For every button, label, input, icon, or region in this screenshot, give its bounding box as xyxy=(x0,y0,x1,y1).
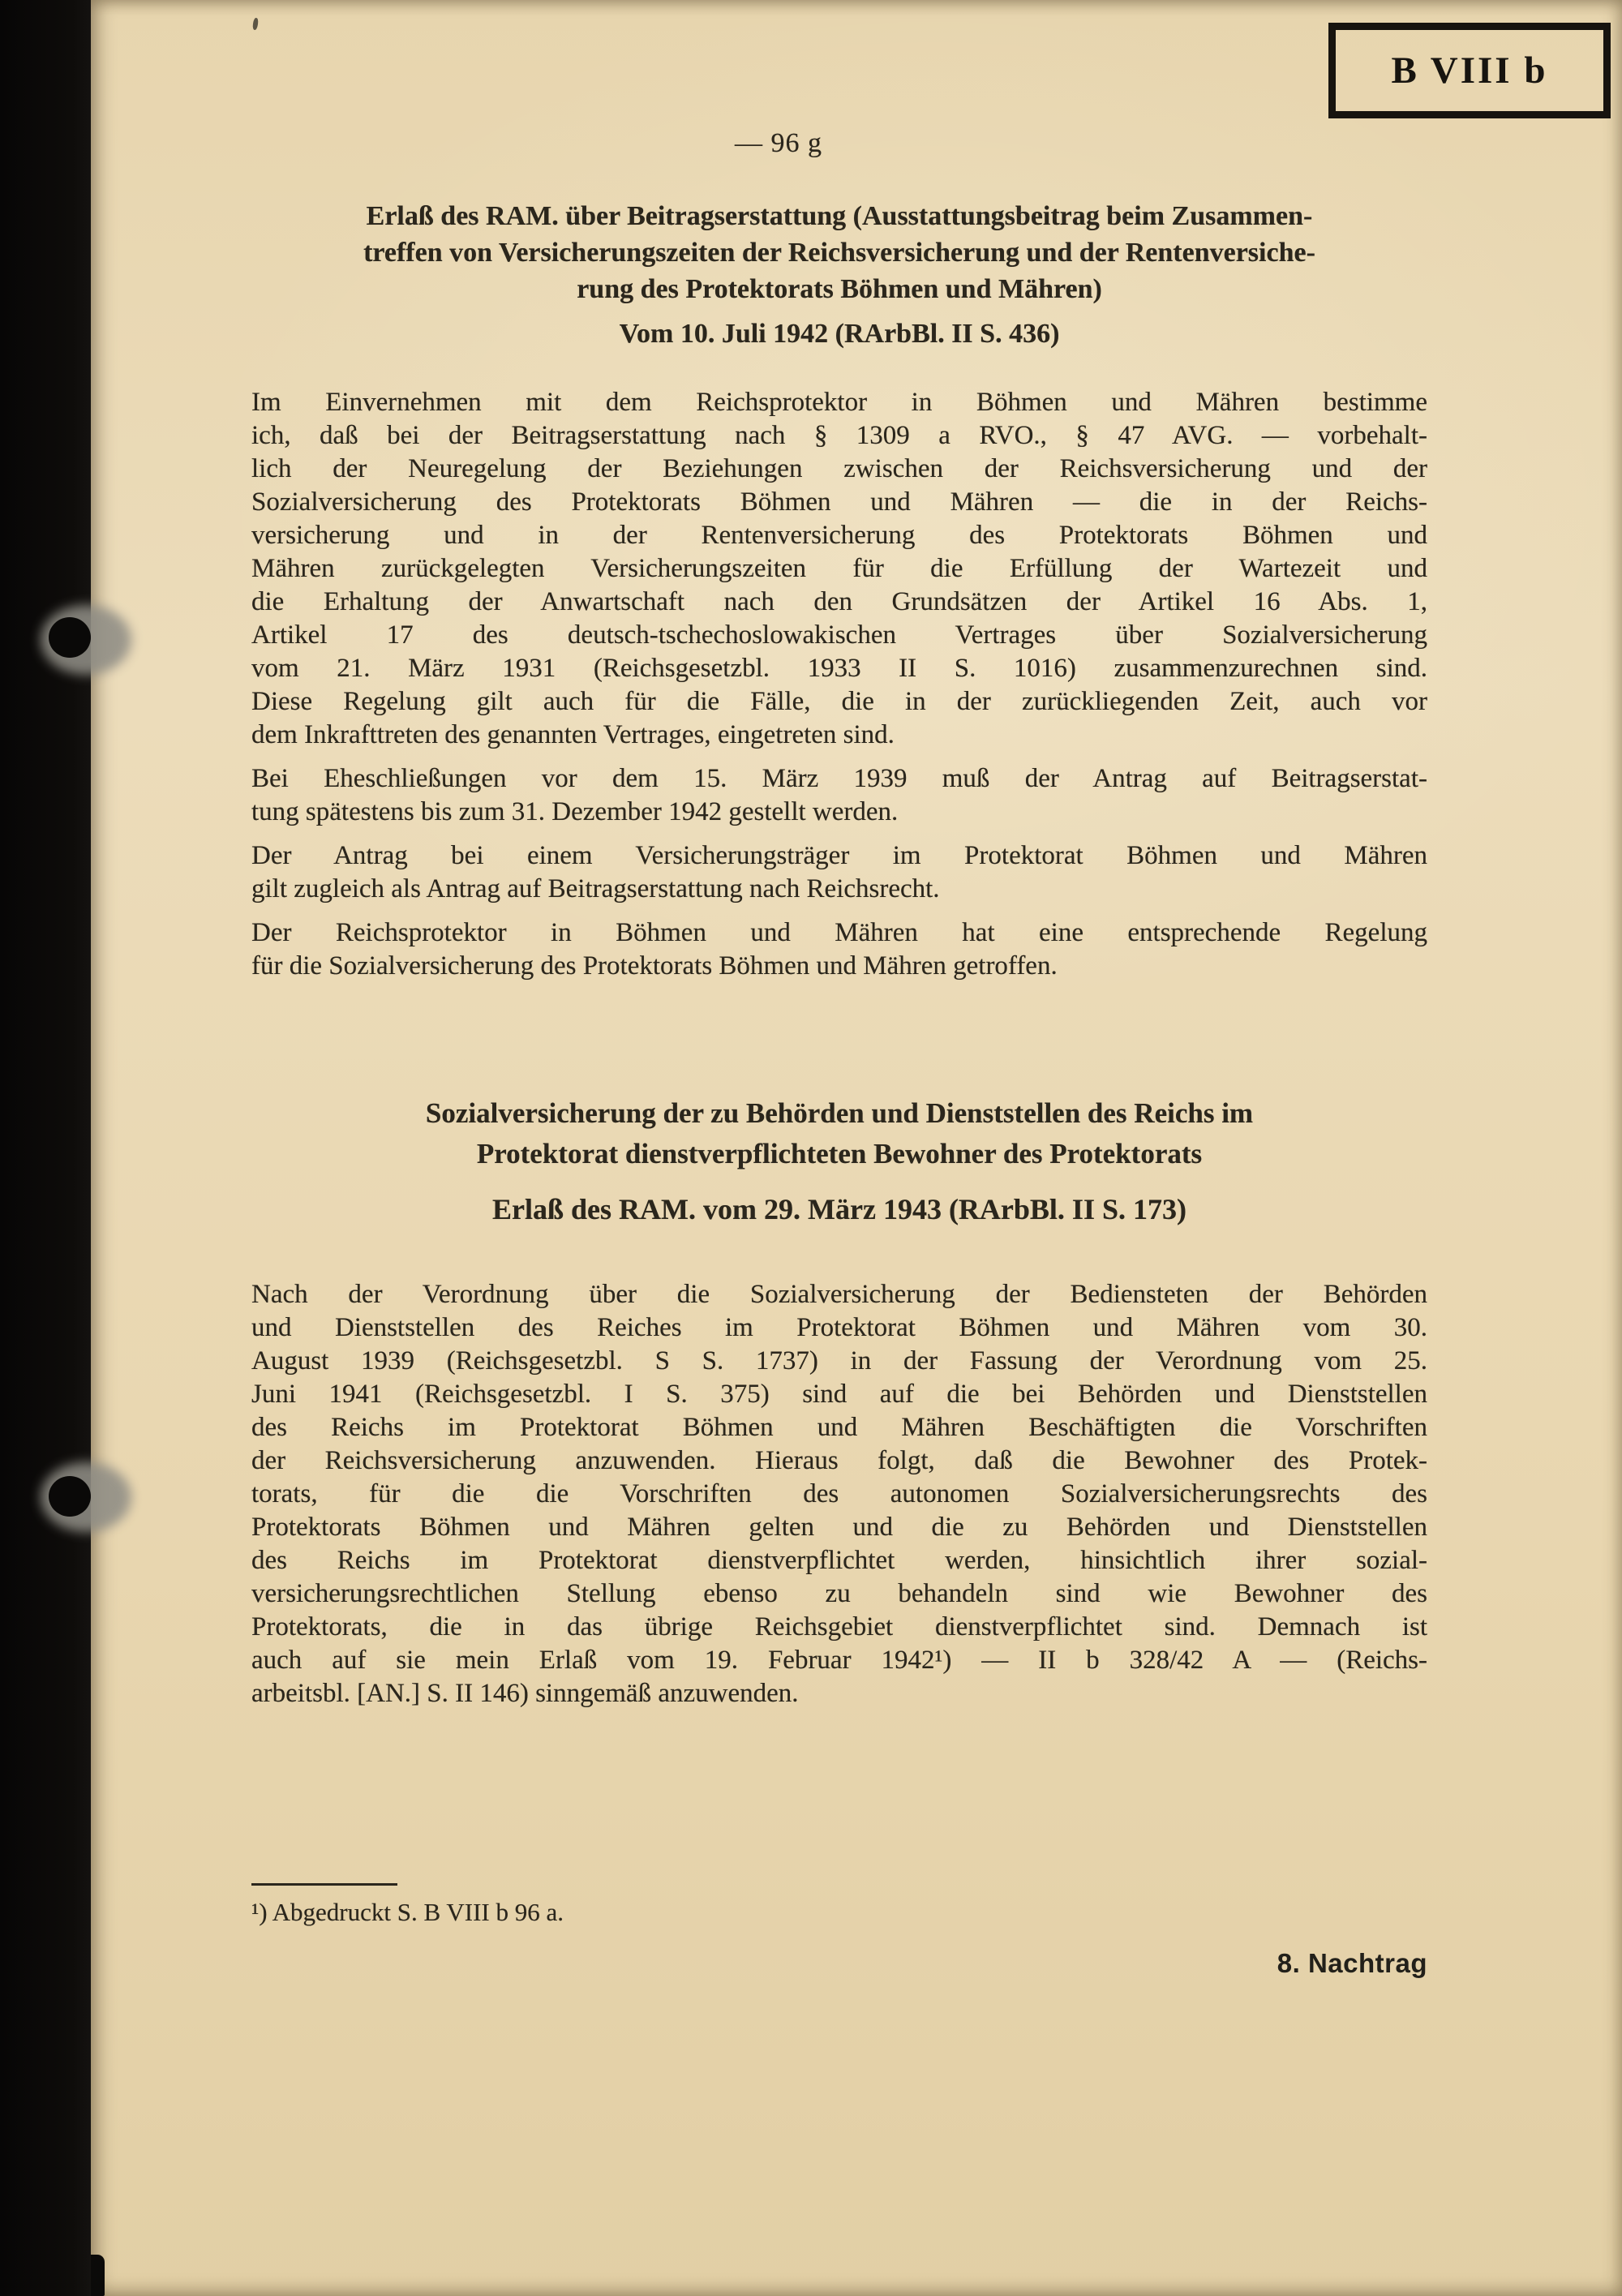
text-line: rung des Protektorats Böhmen und Mähren) xyxy=(577,274,1102,304)
text-line: ich, daß bei der Beitragserstattung nach § 1309 a RVO., § 47 AVG. — vorbehalt- xyxy=(251,421,1427,450)
text-line: Sozialversicherung der zu Behörden und Dienststellen des Reichs im xyxy=(425,1097,1254,1129)
text-line: Mähren zurückgelegten Versicherungszeiten für die Erfüllung der Wartezeit und xyxy=(251,554,1427,583)
decree-1942-paragraph-1 xyxy=(251,386,1427,752)
text-line: Der Reichsprotektor in Böhmen und Mähren hat eine entsprechende Regelung xyxy=(251,918,1427,947)
text-line: die Erhaltung der Anwartschaft nach den Grundsätzen der Artikel 16 Abs. 1, xyxy=(251,587,1427,616)
text-line: lich der Neuregelung der Beziehungen zwischen der Reichsversicherung und der xyxy=(251,454,1427,483)
scan-edge-strip xyxy=(0,0,91,2296)
text-line: des Reichs im Protektorat Böhmen und Mähren Beschäftigten die Vorschriften xyxy=(251,1413,1427,1442)
text-line: versicherung und in der Rentenversicherung des Protektorats Böhmen und xyxy=(251,521,1427,550)
text-line: torats, für die die Vorschriften des autonomen Sozialversicherungsrechts des xyxy=(251,1479,1427,1508)
text-line: gilt zugleich als Antrag auf Beitragserstattung nach Reichsrecht. xyxy=(251,874,940,903)
page-number: — 96 g xyxy=(735,128,822,158)
text-line: Nach der Verordnung über die Sozialversicherung der Bediensteten der Behörden xyxy=(251,1280,1427,1309)
text-line: Juni 1941 (Reichsgesetzbl. I S. 375) sind auf die bei Behörden und Dienststellen xyxy=(251,1380,1427,1409)
decree-1942-title xyxy=(251,198,1427,307)
decree-1942-paragraph-4 xyxy=(251,916,1427,983)
decree-1943-paragraph-1 xyxy=(251,1278,1427,1710)
punch-hole-top xyxy=(49,617,91,658)
punch-hole-bottom xyxy=(49,1476,91,1517)
decree-1943-date-line: Erlaß des RAM. vom 29. März 1943 (RArbBl. II S. 173) xyxy=(492,1193,1186,1225)
text-line: vom 21. März 1931 (Reichsgesetzbl. 1933 II S. 1016) zusammenzurechnen sind. xyxy=(251,654,1427,683)
text-line: August 1939 (Reichsgesetzbl. S S. 1737) in der Fassung der Verordnung vom 25. xyxy=(251,1346,1427,1375)
decree-1942-paragraph-2 xyxy=(251,762,1427,829)
text-line: Der Antrag bei einem Versicherungsträger im Protektorat Böhmen und Mähren xyxy=(251,841,1427,870)
text-line: Bei Eheschließungen vor dem 15. März 1939 muß der Antrag auf Beitragserstat- xyxy=(251,764,1427,793)
section-label-box xyxy=(1328,23,1611,118)
scan-edge-notch xyxy=(91,2255,105,2296)
text-line: der Reichsversicherung anzuwenden. Hieraus folgt, daß die Bewohner des Protek- xyxy=(251,1446,1427,1475)
text-line: Protektorat dienstverpflichteten Bewohner des Protektorats xyxy=(476,1138,1203,1169)
section-label: B VIII b xyxy=(1391,49,1548,92)
text-line: treffen von Versicherungszeiten der Reichsversicherung und der Rentenversiche- xyxy=(363,238,1315,268)
text-line: für die Sozialversicherung des Protektorats Böhmen und Mähren getroffen. xyxy=(251,951,1058,981)
text-line: des Reichs im Protektorat dienstverpflichtet werden, hinsichtlich ihrer sozial- xyxy=(251,1546,1427,1575)
text-line: und Dienststellen des Reiches im Protektorat Böhmen und Mähren vom 30. xyxy=(251,1313,1427,1342)
text-line: Erlaß des RAM. über Beitragserstattung (Ausstattungsbeitrag beim Zusammen- xyxy=(366,201,1313,231)
decree-1942-paragraph-3 xyxy=(251,839,1427,906)
text-line: Artikel 17 des deutsch-tschechoslowakischen Vertrages über Sozialversicherung xyxy=(251,620,1427,650)
scan-speck xyxy=(252,18,259,31)
text-line: auch auf sie mein Erlaß vom 19. Februar 1942¹) — II b 328/42 A — (Reichs- xyxy=(251,1646,1427,1675)
text-line: arbeitsbl. [AN.] S. II 146) sinngemäß anzuwenden. xyxy=(251,1679,799,1708)
decree-1943-title xyxy=(251,1093,1427,1174)
footnote: ¹) Abgedruckt S. B VIII b 96 a. xyxy=(251,1898,564,1926)
supplement-label: 8. Nachtrag xyxy=(1277,1948,1427,1978)
decree-1942-date-line: Vom 10. Juli 1942 (RArbBl. II S. 436) xyxy=(619,319,1060,349)
text-line: versicherungsrechtlichen Stellung ebenso zu behandeln sind wie Bewohner des xyxy=(251,1579,1427,1608)
text-line: dem Inkrafttreten des genannten Vertrages, eingetreten sind. xyxy=(251,720,895,749)
text-line: tung spätestens bis zum 31. Dezember 1942 gestellt werden. xyxy=(251,797,899,826)
text-column xyxy=(251,128,1427,1721)
text-line: Protektorats Böhmen und Mähren gelten und die zu Behörden und Dienststellen xyxy=(251,1513,1427,1542)
footnote-rule xyxy=(251,1883,397,1886)
text-line: Sozialversicherung des Protektorats Böhmen und Mähren — die in der Reichs- xyxy=(251,487,1427,517)
paper xyxy=(91,0,1622,2296)
text-line: Diese Regelung gilt auch für die Fälle, die in der zurückliegenden Zeit, auch vor xyxy=(251,687,1427,716)
text-line: Im Einvernehmen mit dem Reichsprotektor in Böhmen und Mähren bestimme xyxy=(251,388,1427,417)
text-line: Protektorats, die in das übrige Reichsgebiet dienstverpflichtet sind. Demnach ist xyxy=(251,1612,1427,1642)
